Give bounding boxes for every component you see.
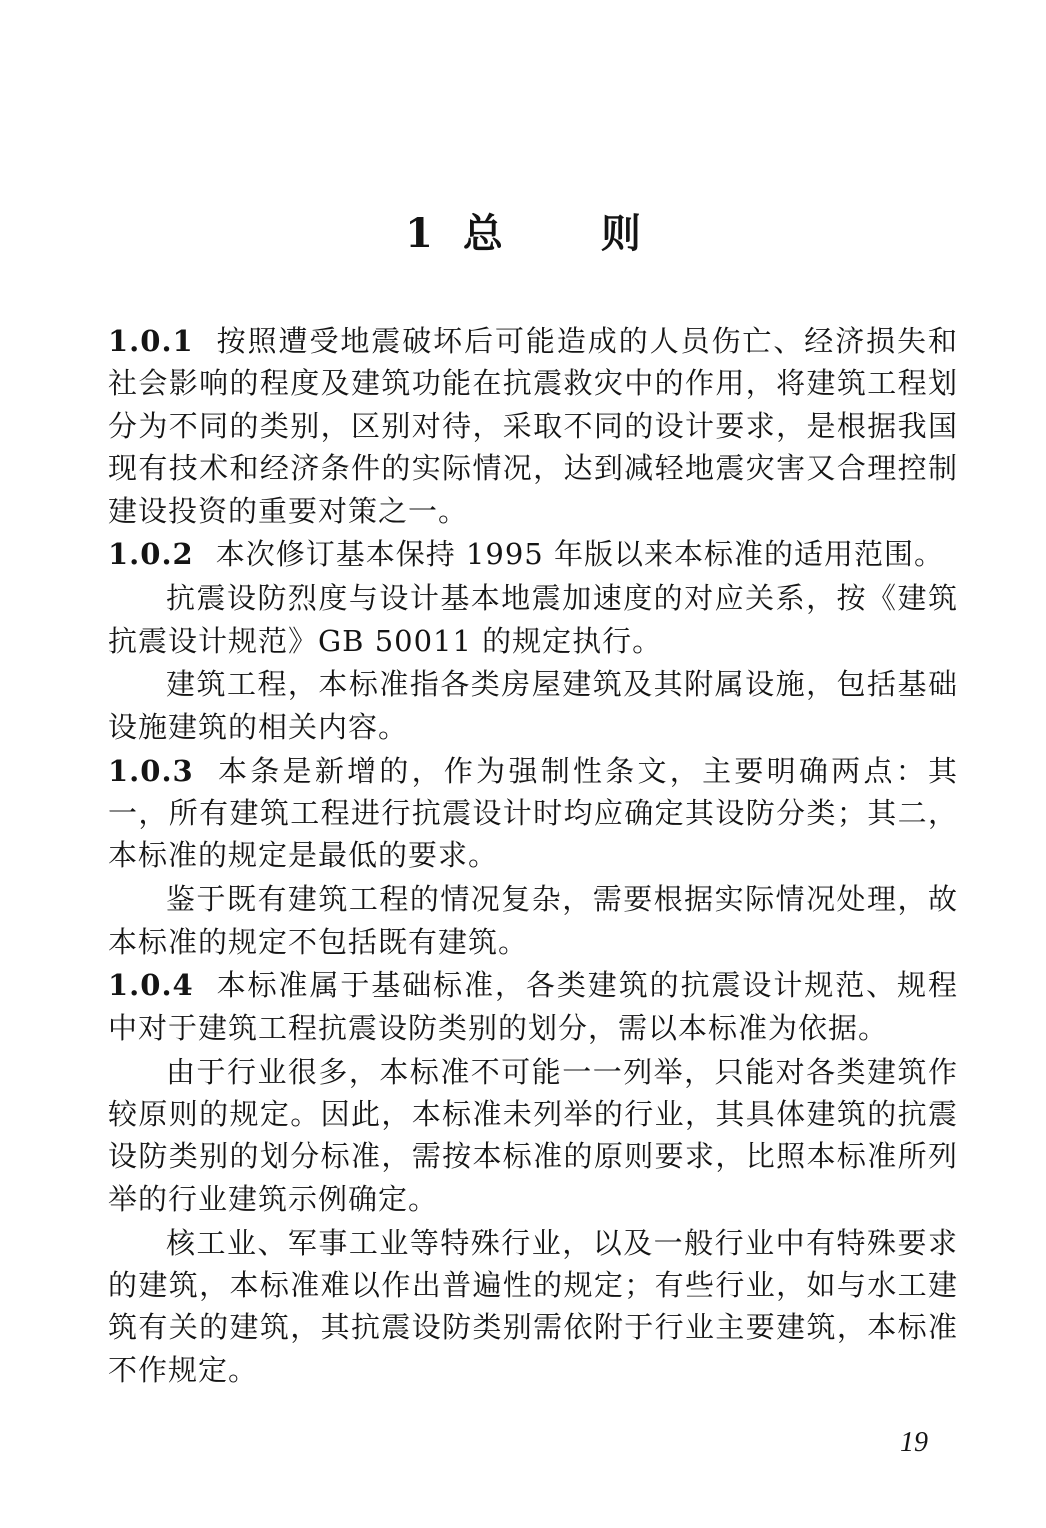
paragraph: 核工业、军事工业等特殊行业，以及一般行业中有特殊要求的建筑，本标准难以作出普遍性的规定；有些行业，如与水工建筑有关的建筑，其抗震设防类别需依附于行业主要建筑，本标准不作规定。 [108, 1225, 958, 1387]
paragraph: 抗震设防烈度与设计基本地震加速度的对应关系，按《建筑抗震设计规范》GB 50011 的规定执行。 [108, 581, 958, 658]
clause-1-0-1 [108, 320, 958, 532]
chapter-title [0, 204, 1046, 264]
clause-text: 本次修订基本保持 1995 年版以来本标准的适用范围。 [215, 537, 944, 572]
clause-text: 本标准属于基础标准，各类建筑的抗震设计规范、规程中对于建筑工程抗震设防类别的划分，需以本标准为依据。 [108, 968, 958, 1045]
clause-number: 1.0.2 [108, 537, 194, 572]
clause-text: 按照遭受地震破坏后可能造成的人员伤亡、经济损失和社会影响的程度及建筑功能在抗震救灾中的作用，将建筑工程划分为不同的类别，区别对待，采取不同的设计要求，是根据我国现有技术和经济条件的实际情况，达到减轻地震灾害又合理控制建设投资的重要对策之一。 [108, 324, 958, 528]
chapter-number: 1 [405, 210, 433, 257]
clause-number: 1.0.4 [108, 968, 194, 1003]
paragraph: 建筑工程，本标准指各类房屋建筑及其附属设施，包括基础设施建筑的相关内容。 [108, 667, 958, 744]
body-text [108, 320, 958, 1393]
clause-text: 本条是新增的，作为强制性条文，主要明确两点：其一，所有建筑工程进行抗震设计时均应确定其设防分类；其二，本标准的规定是最低的要求。 [108, 753, 958, 873]
clause-1-0-2 [108, 533, 958, 575]
page-number: 19 [900, 1427, 928, 1458]
clause-1-0-3 [108, 750, 958, 877]
chapter-title-word-2: 则 [600, 210, 641, 257]
paragraph: 鉴于既有建筑工程的情况复杂，需要根据实际情况处理，故本标准的规定不包括既有建筑。 [108, 882, 958, 959]
paragraph: 由于行业很多，本标准不可能一一列举，只能对各类建筑作较原则的规定。因此，本标准未列举的行业，其具体建筑的抗震设防类别的划分标准，需按本标准的原则要求，比照本标准所列举的行业建筑示例确定。 [108, 1054, 958, 1216]
clause-number: 1.0.1 [108, 324, 194, 358]
chapter-title-word-1: 总 [462, 210, 503, 257]
clause-number: 1.0.3 [108, 753, 194, 788]
clause-1-0-4 [108, 964, 958, 1049]
